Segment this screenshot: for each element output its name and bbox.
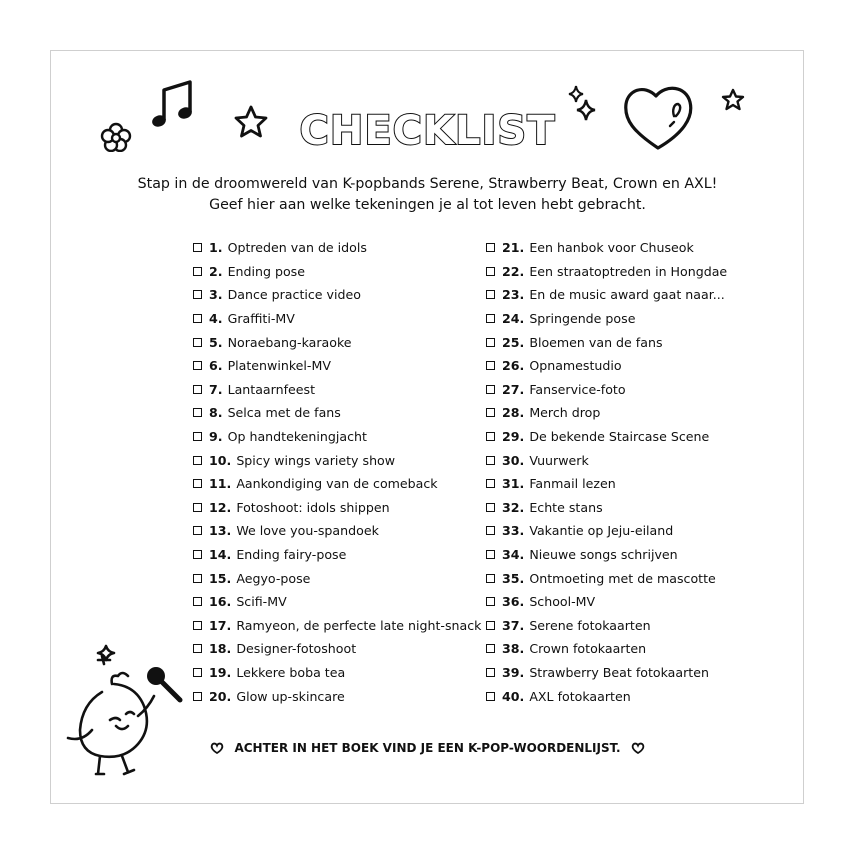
item-label: Glow up-skincare (236, 688, 345, 704)
item-label: Een straatoptreden in Hongdae (529, 263, 728, 279)
item-number: 40. (502, 688, 525, 704)
item-number: 11. (209, 476, 232, 492)
checklist-item[interactable] (193, 496, 478, 520)
checkbox[interactable] (193, 597, 202, 606)
item-label: Platenwinkel-MV (227, 358, 331, 374)
item-label: Serene fotokaarten (529, 617, 651, 633)
item-label: Strawberry Beat fotokaarten (529, 664, 709, 680)
checklist-item[interactable] (193, 354, 478, 378)
checkbox[interactable] (486, 503, 495, 512)
checkbox[interactable] (486, 550, 495, 559)
heart-icon (210, 741, 224, 755)
checklist-item[interactable] (193, 543, 478, 567)
item-number: 23. (502, 287, 525, 303)
item-number: 39. (502, 664, 525, 680)
checkbox[interactable] (486, 432, 495, 441)
item-label: Fanservice-foto (529, 381, 626, 397)
checklist-item[interactable] (193, 378, 478, 402)
intro-line-2: Geef hier aan welke tekeningen je al tot leven hebt gebracht. (209, 197, 646, 213)
checkbox[interactable] (193, 338, 202, 347)
item-number: 29. (502, 429, 525, 445)
checklist-item[interactable] (486, 378, 746, 402)
item-number: 5. (209, 334, 223, 350)
checklist-item[interactable] (193, 614, 482, 638)
item-number: 33. (502, 523, 525, 539)
item-number: 30. (502, 452, 525, 468)
checklist-item[interactable] (486, 354, 746, 378)
checklist-item[interactable] (193, 448, 478, 472)
item-label: Echte stans (529, 499, 603, 515)
checkbox[interactable] (193, 290, 202, 299)
checklist-item[interactable] (193, 283, 478, 307)
checklist-item[interactable] (193, 472, 478, 496)
checkbox[interactable] (193, 243, 202, 252)
item-number: 8. (209, 405, 223, 421)
checklist-item[interactable] (486, 283, 746, 307)
checklist-item[interactable] (486, 425, 746, 449)
checklist-item[interactable] (486, 472, 746, 496)
checkbox[interactable] (486, 290, 495, 299)
item-label: Springende pose (529, 311, 636, 327)
item-number: 15. (209, 570, 232, 586)
item-number: 24. (502, 311, 525, 327)
checklist-item[interactable] (193, 307, 478, 331)
checkbox[interactable] (486, 338, 495, 347)
item-label: Opnamestudio (529, 358, 622, 374)
item-number: 38. (502, 641, 525, 657)
checkbox[interactable] (193, 526, 202, 535)
checkbox[interactable] (486, 668, 495, 677)
checklist-item[interactable] (486, 236, 746, 260)
checklist-column-left (193, 236, 482, 708)
item-number: 12. (209, 499, 232, 515)
item-number: 7. (209, 381, 223, 397)
item-number: 18. (209, 641, 232, 657)
item-label: Lantaarnfeest (227, 381, 316, 397)
footer-note (0, 741, 855, 755)
checkbox[interactable] (193, 621, 202, 630)
item-label: Crown fotokaarten (529, 641, 647, 657)
checkbox[interactable] (193, 408, 202, 417)
item-number: 27. (502, 381, 525, 397)
checkbox[interactable] (486, 479, 495, 488)
checkbox[interactable] (486, 243, 495, 252)
microphone-icon (147, 667, 180, 700)
item-label: Ontmoeting met de mascotte (529, 570, 716, 586)
item-label: Graffiti-MV (227, 311, 295, 327)
checkbox[interactable] (486, 385, 495, 394)
mascot-chick-illustration (62, 634, 192, 784)
checkbox[interactable] (193, 550, 202, 559)
page-title: CHECKLIST (299, 108, 556, 154)
item-number: 35. (502, 570, 525, 586)
checkbox[interactable] (193, 503, 202, 512)
checkbox[interactable] (486, 692, 495, 701)
checkbox[interactable] (193, 644, 202, 653)
checkbox[interactable] (486, 597, 495, 606)
item-label: Lekkere boba tea (236, 664, 346, 680)
item-number: 10. (209, 452, 232, 468)
item-label: Bloemen van de fans (529, 334, 663, 350)
item-number: 37. (502, 617, 525, 633)
item-label: Ending pose (227, 263, 305, 279)
checkbox[interactable] (486, 621, 495, 630)
checklist-item[interactable] (486, 496, 746, 520)
item-label: Ramyeon, de perfecte late night-snack (236, 617, 482, 633)
item-label: Aegyo-pose (236, 570, 311, 586)
checkbox[interactable] (486, 456, 495, 465)
item-label: AXL fotokaarten (529, 688, 631, 704)
checkbox[interactable] (486, 267, 495, 276)
item-label: Aankondiging van de comeback (236, 476, 438, 492)
item-label: Fotoshoot: idols shippen (236, 499, 390, 515)
item-label: Merch drop (529, 405, 601, 421)
checklist-item[interactable] (193, 401, 478, 425)
item-label: Een hanbok voor Chuseok (529, 240, 694, 256)
intro-text (0, 174, 855, 216)
item-label: Designer-fotoshoot (236, 641, 357, 657)
checkbox[interactable] (193, 267, 202, 276)
item-label: Vakantie op Jeju-eiland (529, 523, 674, 539)
item-label: Nieuwe songs schrijven (529, 547, 678, 563)
item-label: Selca met de fans (227, 405, 341, 421)
item-number: 25. (502, 334, 525, 350)
checkbox[interactable] (486, 644, 495, 653)
checklist-item[interactable] (193, 519, 478, 543)
checklist-item[interactable] (486, 614, 746, 638)
checklist-item[interactable] (486, 684, 746, 708)
checklist-item[interactable] (486, 260, 746, 284)
checklist-item[interactable] (193, 684, 478, 708)
checkbox[interactable] (193, 361, 202, 370)
checkbox[interactable] (486, 361, 495, 370)
item-label: Noraebang-karaoke (227, 334, 352, 350)
item-number: 2. (209, 263, 223, 279)
checkbox[interactable] (193, 456, 202, 465)
checklist-item[interactable] (193, 425, 478, 449)
item-label: Optreden van de idols (227, 240, 367, 256)
checklist-item[interactable] (193, 260, 478, 284)
item-number: 17. (209, 617, 232, 633)
checkbox[interactable] (193, 692, 202, 701)
checklist-item[interactable] (193, 590, 478, 614)
checklist-item[interactable] (486, 401, 746, 425)
checklist-item[interactable] (193, 661, 478, 685)
item-label: We love you-spandoek (236, 523, 379, 539)
item-number: 19. (209, 664, 232, 680)
heart-icon (631, 741, 645, 755)
checkbox[interactable] (193, 314, 202, 323)
checkbox[interactable] (486, 574, 495, 583)
item-number: 20. (209, 688, 232, 704)
item-number: 13. (209, 523, 232, 539)
item-number: 31. (502, 476, 525, 492)
item-label: De bekende Staircase Scene (529, 429, 710, 445)
item-number: 4. (209, 311, 223, 327)
checklist-item[interactable] (486, 330, 746, 354)
checklist-item[interactable] (486, 590, 746, 614)
checkbox[interactable] (486, 526, 495, 535)
item-number: 21. (502, 240, 525, 256)
item-number: 36. (502, 594, 525, 610)
checklist-item[interactable] (486, 543, 746, 567)
checkbox[interactable] (486, 314, 495, 323)
item-number: 34. (502, 547, 525, 563)
item-label: School-MV (529, 594, 596, 610)
checklist-item[interactable] (486, 661, 746, 685)
checklist-item[interactable] (486, 448, 746, 472)
item-label: Spicy wings variety show (236, 452, 396, 468)
item-number: 32. (502, 499, 525, 515)
item-number: 28. (502, 405, 525, 421)
footer-text: ACHTER IN HET BOEK VIND JE EEN K-POP-WOORDENLIJST. (234, 741, 621, 755)
item-number: 3. (209, 287, 223, 303)
item-label: Dance practice video (227, 287, 361, 303)
checklist-item[interactable] (193, 236, 478, 260)
checkbox[interactable] (193, 574, 202, 583)
checklist-item[interactable] (193, 566, 478, 590)
item-label: Ending fairy-pose (236, 547, 347, 563)
checklist-column-right (486, 236, 746, 708)
checkbox[interactable] (193, 479, 202, 488)
checkbox[interactable] (486, 408, 495, 417)
item-number: 1. (209, 240, 223, 256)
checklist-item[interactable] (193, 637, 478, 661)
item-number: 26. (502, 358, 525, 374)
item-number: 14. (209, 547, 232, 563)
item-number: 16. (209, 594, 232, 610)
checklist-item[interactable] (193, 330, 478, 354)
item-label: Vuurwerk (529, 452, 589, 468)
item-number: 22. (502, 263, 525, 279)
item-label: Op handtekeningjacht (227, 429, 367, 445)
item-number: 9. (209, 429, 223, 445)
item-number: 6. (209, 358, 223, 374)
checklist-item[interactable] (486, 637, 746, 661)
item-label: Fanmail lezen (529, 476, 616, 492)
checkbox[interactable] (193, 668, 202, 677)
checklist-item[interactable] (486, 307, 746, 331)
intro-line-1: Stap in de droomwereld van K-popbands Serene, Strawberry Beat, Crown en AXL! (137, 176, 718, 192)
item-label: En de music award gaat naar... (529, 287, 725, 303)
item-label: Scifi-MV (236, 594, 287, 610)
checkbox[interactable] (193, 385, 202, 394)
checklist-item[interactable] (486, 566, 746, 590)
checklist-item[interactable] (486, 519, 746, 543)
checkbox[interactable] (193, 432, 202, 441)
